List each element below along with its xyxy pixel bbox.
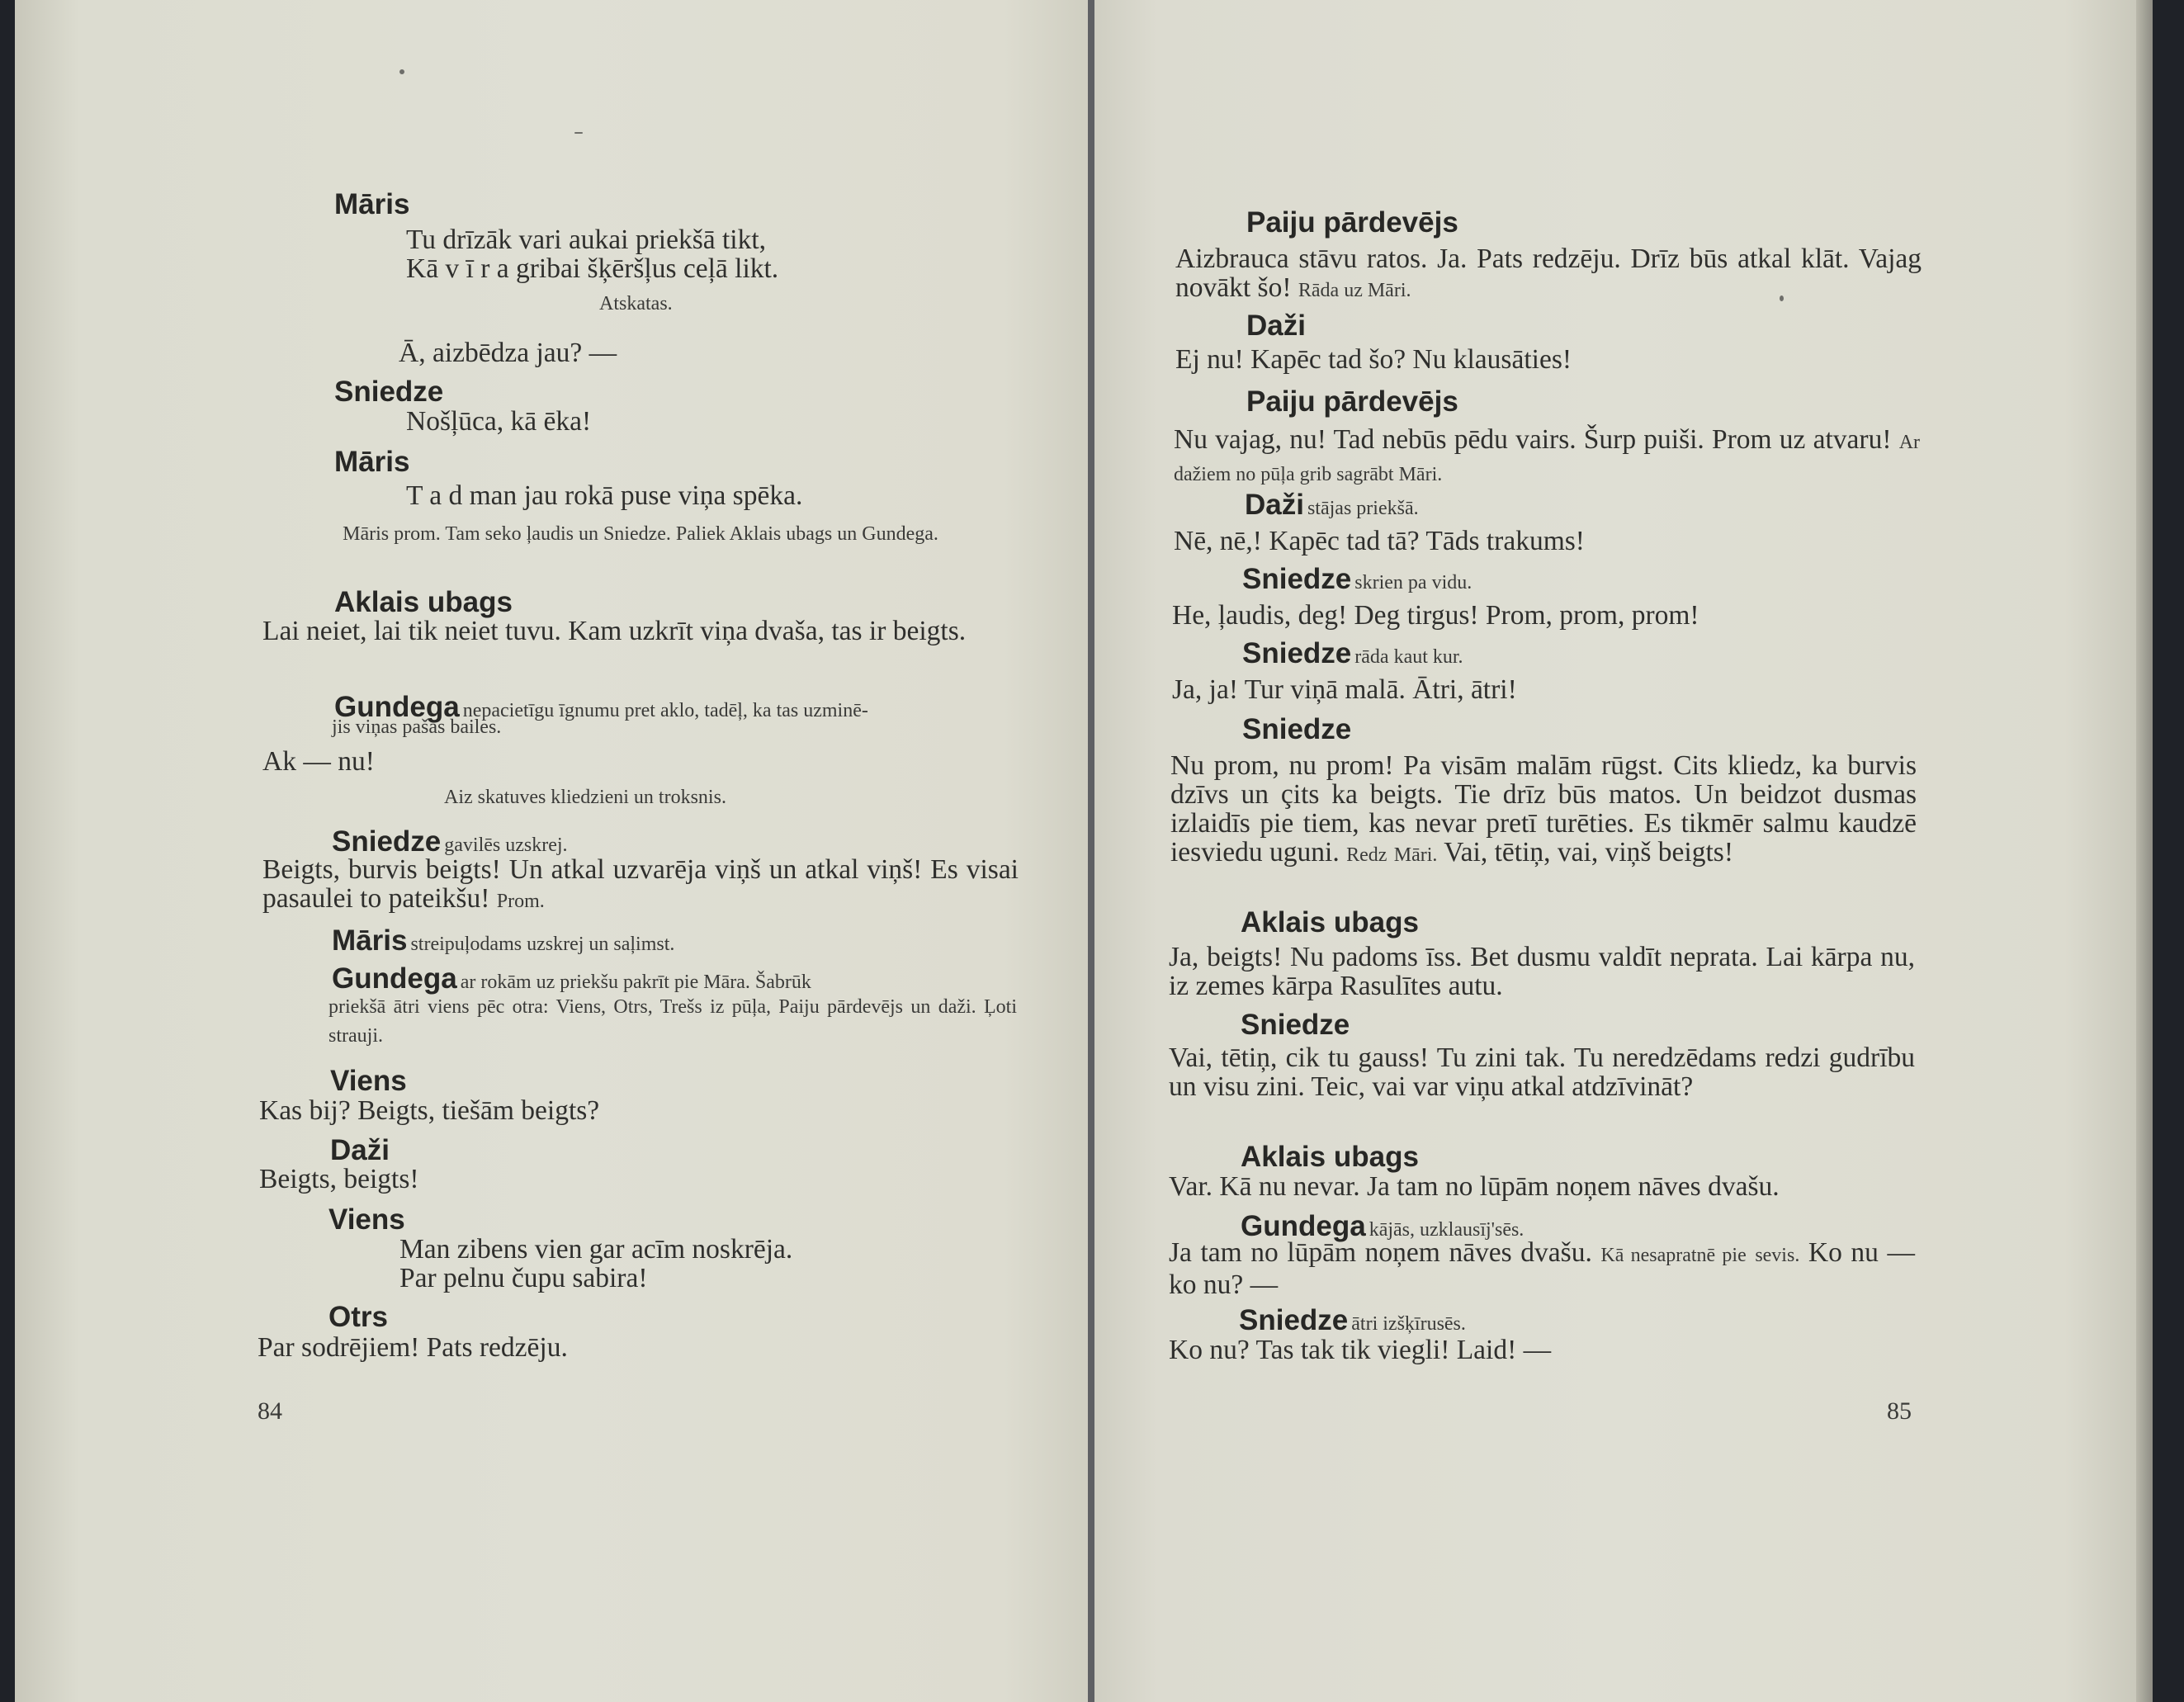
page-edge: [2136, 0, 2153, 1702]
speaker-label: Paiju pārdevējs: [1246, 385, 1458, 418]
stage-direction: Redz: [1346, 844, 1387, 866]
stage-direction: gavilēs uzskrej.: [444, 834, 568, 856]
print-speck: [399, 69, 404, 74]
stage-direction: Aiz skatuves kliedzieni un troksnis.: [444, 787, 726, 808]
speaker-label: Māris: [334, 446, 410, 478]
speaker-line: [1245, 489, 1419, 522]
stage-direction: jis viņas pašas bailes.: [332, 716, 502, 738]
dialogue-text: Beigts, beigts!: [259, 1164, 419, 1194]
stage-direction: ar rokām uz priekšu pakrīt pie Māra. Šabrūk: [460, 972, 811, 993]
stage-direction: Prom.: [496, 891, 545, 912]
dialogue-words: Ja tam no lūpām noņem nāves dvašu.: [1169, 1237, 1592, 1268]
verse-line: Kā v ī r a gribai šķēršļus ceļā likt.: [406, 253, 779, 284]
speaker-label: Gundega: [332, 962, 457, 995]
dialogue-text: Ak — nu!: [262, 746, 375, 777]
dialogue-words: Nu prom, nu prom! Pa visām malām rūgst. Cits kliedz, ka burvis dzīvs un çits ka beigts. Tie drīz būs matos. Un beidzot dusmas izlaidīs pie tiem, kas nevar pretī turēties. Es tikmēr salmu kaudzē iesviedu uguni.: [1170, 750, 1917, 868]
dialogue-text: He, ļaudis, deg! Deg tirgus! Prom, prom, prom!: [1172, 600, 1699, 631]
verse-line: T a d man jau rokā puse viņa spēka.: [406, 480, 803, 511]
dialogue-text: [1174, 425, 1920, 489]
dialogue-text: [262, 855, 1019, 916]
stage-direction: Atskatas.: [599, 293, 673, 314]
speaker-label: Sniedze: [334, 376, 444, 408]
dialogue-text: [1175, 244, 1922, 305]
speaker-line: [1242, 563, 1472, 596]
speaker-label: Aklais ubags: [1241, 1141, 1419, 1173]
speaker-label: Sniedze: [1242, 637, 1352, 669]
verse-line: Nošļūca, kā ēka!: [406, 406, 592, 437]
dialogue-text: Par sodrējiem! Pats redzēju.: [258, 1332, 568, 1363]
stage-direction: nepacietīgu īgnumu pret aklo, tadēļ, ka tas uzminē-: [462, 700, 868, 721]
stage-direction: rāda kaut kur.: [1354, 646, 1463, 668]
dialogue-text: Ja, beigts! Nu padoms īss. Bet dusmu valdīt neprata. Lai kārpa nu, iz zemes kārpa Rasulītes autu.: [1169, 942, 1915, 1001]
dialogue-text: [1169, 1238, 1915, 1299]
dialogue-text: Ja, ja! Tur viņā malā. Ātri, ātri!: [1172, 674, 1517, 705]
speaker-line: [332, 962, 811, 995]
stage-direction: [262, 520, 1019, 549]
dialogue-words: Aizbrauca stāvu ratos. Ja. Pats redzēju. Drīz būs atkal klāt. Vajag novākt šo!: [1175, 243, 1922, 303]
speaker-label: Sniedze: [332, 825, 442, 858]
speaker-line: [332, 924, 674, 957]
verse-line: Ā, aizbēdza jau? —: [399, 338, 617, 368]
speaker-label: Aklais ubags: [1241, 906, 1419, 938]
speaker-label: Daži: [1245, 489, 1304, 521]
stage-direction: sevis.: [1755, 1245, 1800, 1266]
speaker-label: Daži: [1246, 310, 1306, 342]
speaker-label: Viens: [330, 1065, 407, 1097]
stage-direction: Rāda uz Māri.: [1298, 280, 1411, 301]
dialogue-words: Beigts, burvis beigts! Un atkal uzvarēja viņš un atkal viņš! Es visai pasaulei to pateikšu!: [262, 854, 1019, 914]
verse-line: Par pelnu čupu sabira!: [399, 1263, 648, 1293]
speaker-label: Viens: [329, 1203, 405, 1236]
dialogue-text: Var. Kā nu nevar. Ja tam no lūpām noņem nāves dvašu.: [1169, 1171, 1780, 1202]
speaker-label: Aklais ubags: [334, 586, 513, 618]
print-speck: [574, 132, 583, 134]
speaker-label: Māris: [334, 188, 410, 220]
stage-direction: skrien pa vidu.: [1354, 572, 1473, 593]
dialogue-text: [1170, 751, 1917, 870]
dialogue-words: Vai, tētiņ, vai, viņš beigts!: [1444, 837, 1733, 868]
stage-direction: Kā nesapratnē pie: [1600, 1245, 1747, 1266]
verse-line: Tu drīzāk vari aukai priekšā tikt,: [406, 225, 767, 255]
stage-direction-text: Māris prom. Tam seko ļaudis un Sniedze. Paliek Aklais ubags un Gundega.: [343, 523, 938, 545]
stage-direction: streipuļodams uzskrej un saļimst.: [410, 934, 675, 955]
stage-direction: stājas priekšā.: [1307, 498, 1419, 519]
speaker-label: Daži: [330, 1134, 390, 1166]
speaker-line: [332, 825, 568, 858]
stage-direction: ātri izšķīrusēs.: [1351, 1313, 1466, 1335]
dialogue-words: Ko nu — ko nu? —: [1169, 1237, 1915, 1300]
stage-direction: kājās, uzklausīj'sēs.: [1369, 1219, 1525, 1241]
speaker-label: Gundega: [1241, 1210, 1366, 1242]
speaker-label: Paiju pārdevējs: [1246, 206, 1458, 239]
dialogue-words: Nu vajag, nu! Tad nebūs pēdu vairs. Šurp puiši. Prom uz atvaru!: [1174, 424, 1892, 455]
speaker-label: Māris: [332, 924, 408, 957]
speaker-label: Sniedze: [1241, 1009, 1350, 1041]
stage-direction: Ar dažiem no pūļa grib sagrābt Māri.: [1174, 432, 1921, 485]
dialogue-text: Ej nu! Kapēc tad šo? Nu klausāties!: [1175, 344, 1572, 375]
speaker-label: Sniedze: [1239, 1304, 1349, 1336]
stage-direction: priekšā ātri viens pēc otra: Viens, Otrs, Trešs iz pūļa, Paiju pārdevējs un daži. Ļoti strauji.: [329, 996, 1017, 1047]
dialogue-text: Kas bij? Beigts, tiešām beigts?: [259, 1095, 600, 1126]
page-number: 84: [258, 1397, 282, 1425]
speaker-line: [1239, 1304, 1466, 1337]
speaker-label: Gundega: [334, 691, 460, 723]
dialogue-text: Lai neiet, lai tik neiet tuvu. Kam uzkrīt viņa dvaša, tas ir beigts.: [262, 616, 967, 646]
speaker-label: Otrs: [329, 1301, 388, 1333]
dialogue-text: Ko nu? Tas tak tik viegli! Laid! —: [1169, 1335, 1552, 1365]
page-number: 85: [1887, 1397, 1912, 1425]
dialogue-text: Vai, tētiņ, cik tu gauss! Tu zini tak. Tu neredzēdams redzi gudrību un visu zini. Teic, vai var viņu atkal atdzīvināt?: [1169, 1042, 1915, 1102]
stage-direction: Māri.: [1393, 844, 1438, 866]
dialogue-text: Nē, nē,! Kapēc tad tā? Tāds trakums!: [1174, 526, 1585, 556]
verse-line: Man zibens vien gar acīm noskrēja.: [399, 1234, 793, 1265]
speaker-line: [1242, 637, 1463, 670]
speaker-label: Sniedze: [1242, 713, 1352, 745]
speaker-label: Sniedze: [1242, 563, 1352, 595]
